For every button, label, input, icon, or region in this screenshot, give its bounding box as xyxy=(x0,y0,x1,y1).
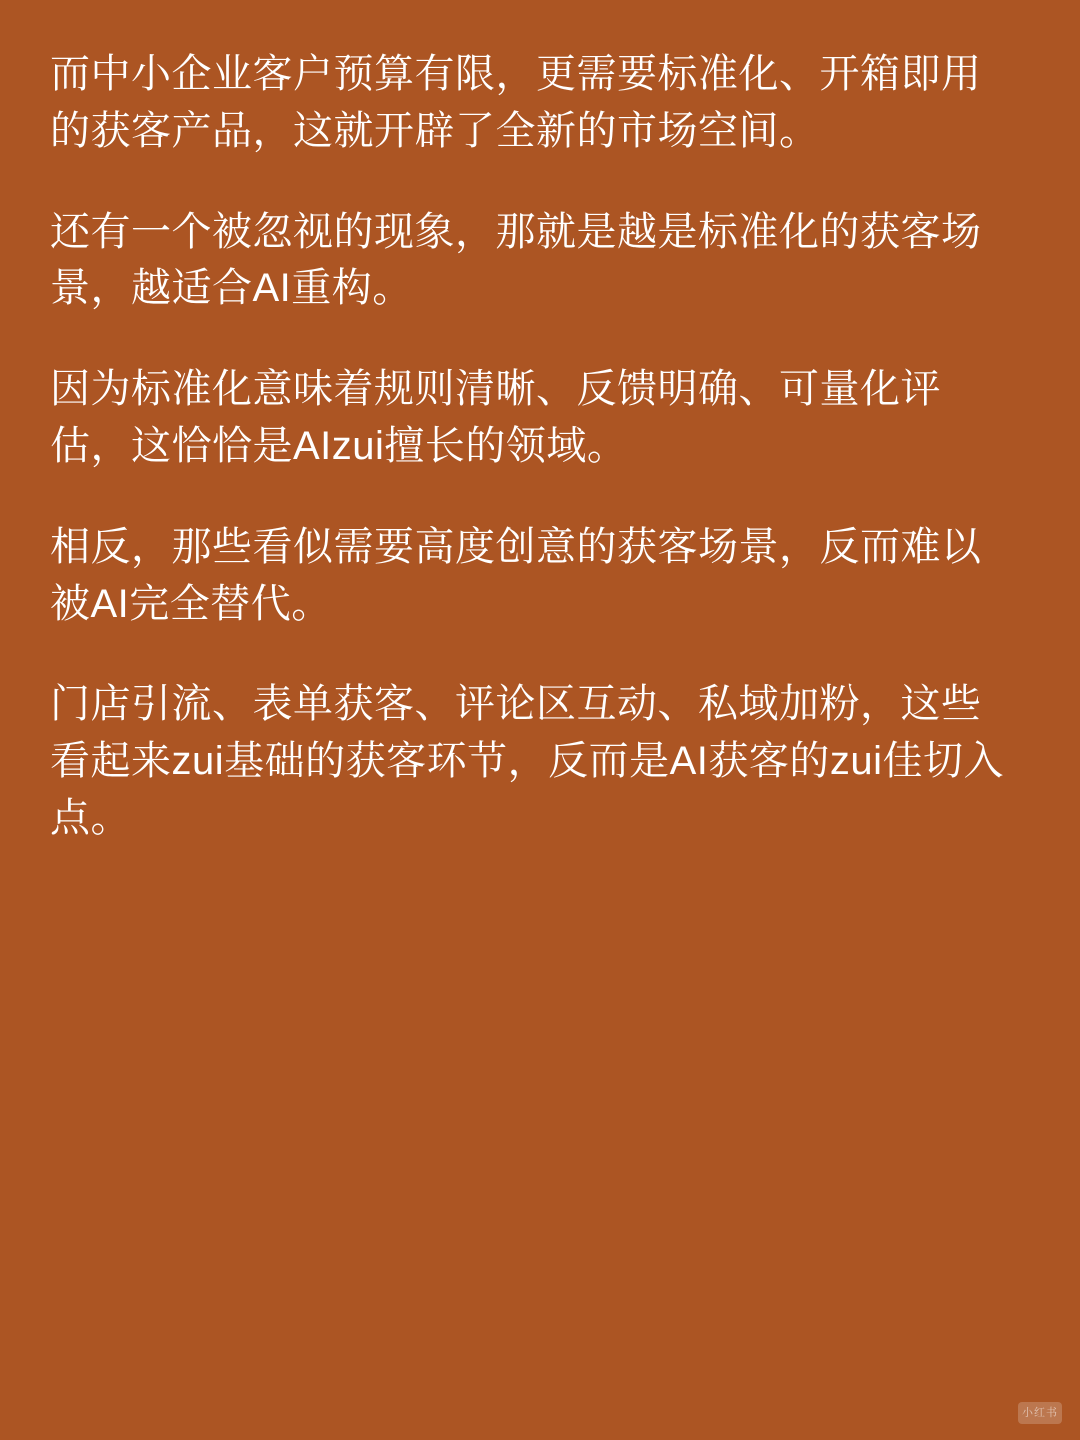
paragraph: 还有一个被忽视的现象，那就是越是标准化的获客场景，越适合AI重构。 xyxy=(50,209,982,311)
paragraph: 因为标准化意味着规则清晰、反馈明确、可量化评估，这恰恰是AIzui擅长的领域。 xyxy=(50,367,941,468)
watermark-label: 小红书 xyxy=(1022,1406,1058,1419)
article-body xyxy=(50,46,1018,847)
paragraph: 相反，那些看似需要高度创意的获客场景，反而难以被AI完全替代。 xyxy=(50,524,982,626)
watermark-badge xyxy=(1018,1402,1062,1424)
paragraph: 门店引流、表单获客、评论区互动、私域加粉，这些看起来zui基础的获客环节，反而是AI获客的zui佳切入点。 xyxy=(50,682,1005,840)
paragraph: 而中小企业客户预算有限，更需要标准化、开箱即用的获客产品，这就开辟了全新的市场空间。 xyxy=(50,52,982,153)
